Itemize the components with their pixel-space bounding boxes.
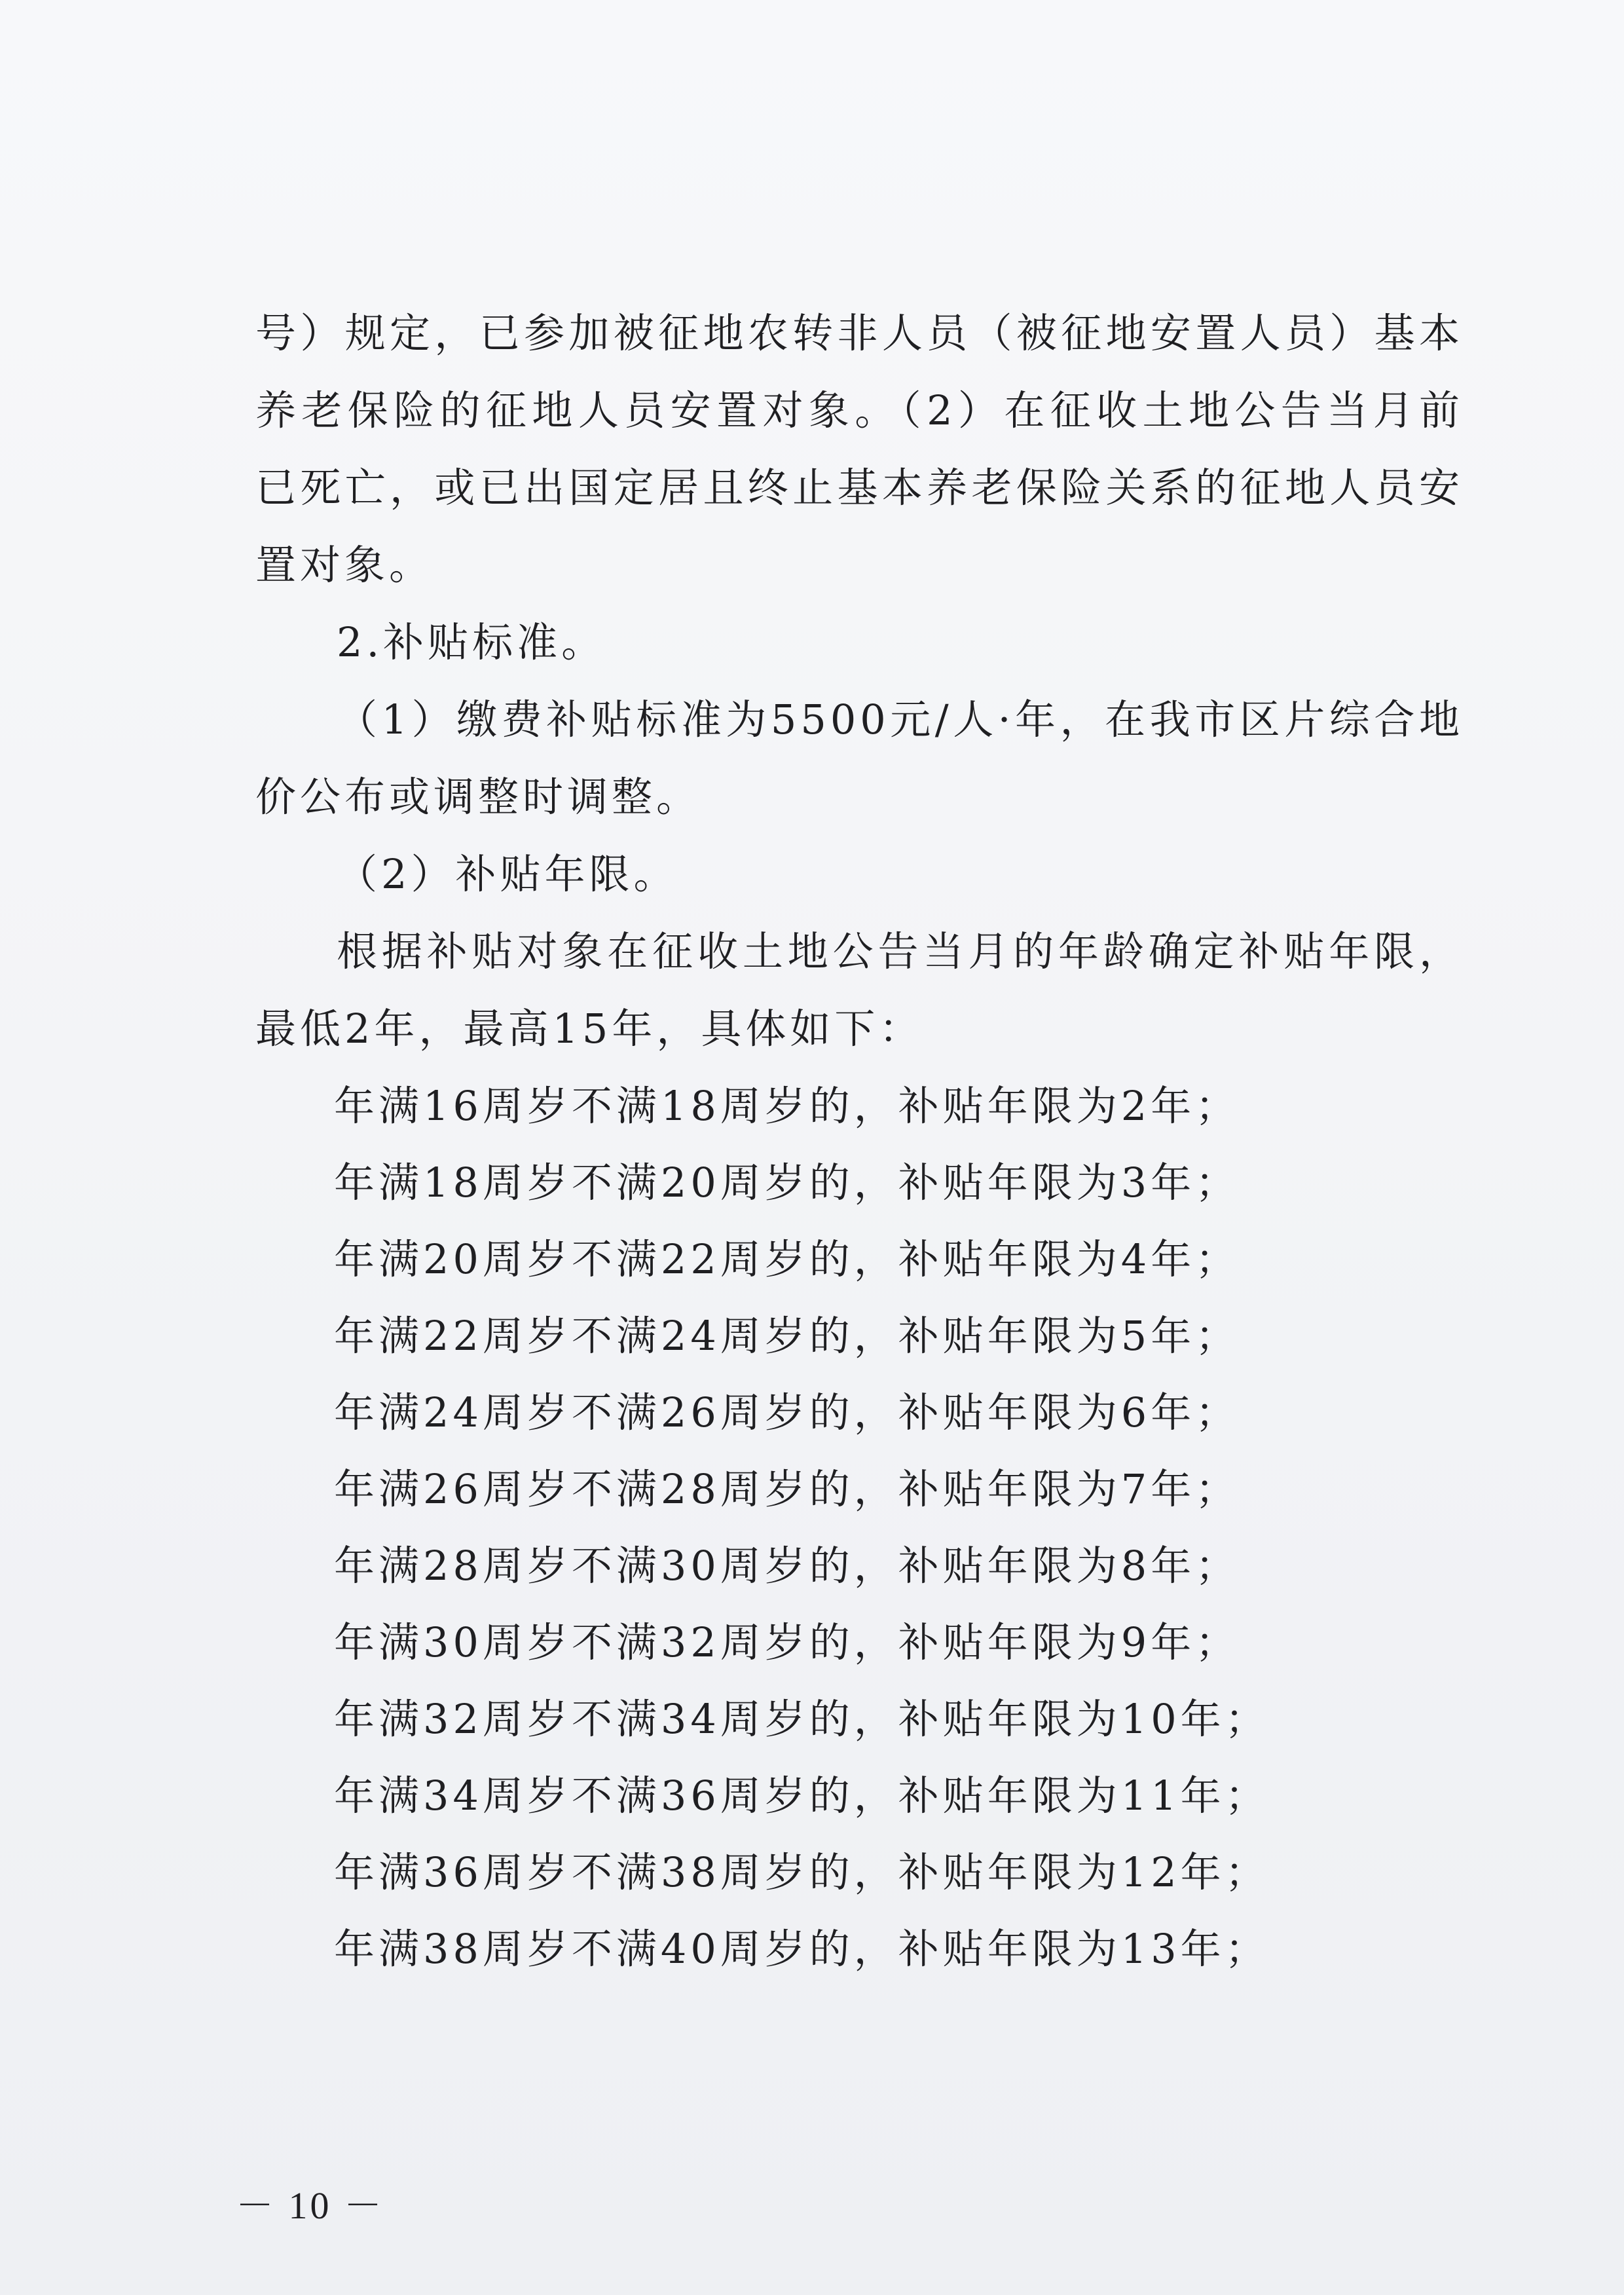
paragraph-term-rule: 根据补贴对象在征收土地公告当月的年龄确定补贴年限，最低2年，最高15年，具体如下：: [255, 927, 1464, 1053]
list-item: 年满30周岁不满32周岁的，补贴年限为9年；: [334, 1618, 1240, 1666]
section-heading-subsidy-standard: 2.补贴标准。: [337, 618, 606, 666]
list-item: 年满36周岁不满38周岁的，补贴年限为12年；: [334, 1848, 1270, 1896]
list-item: 年满18周岁不满20周岁的，补贴年限为3年；: [334, 1159, 1240, 1206]
list-item: 年满20周岁不满22周岁的，补贴年限为4年；: [334, 1235, 1240, 1283]
document-body: [255, 295, 1464, 1987]
page-number: － 10 －: [236, 2184, 385, 2227]
list-item: 年满26周岁不满28周岁的，补贴年限为7年；: [334, 1465, 1240, 1513]
list-item: 年满28周岁不满30周岁的，补贴年限为8年；: [334, 1542, 1240, 1590]
list-item: 年满38周岁不满40周岁的，补贴年限为13年；: [334, 1925, 1270, 1973]
subsidy-term-list: [255, 1068, 1464, 1987]
list-item: 年满16周岁不满18周岁的，补贴年限为2年；: [334, 1082, 1240, 1130]
list-item: 年满22周岁不满24周岁的，补贴年限为5年；: [334, 1312, 1240, 1360]
list-item: 年满34周岁不满36周岁的，补贴年限为11年；: [334, 1772, 1270, 1819]
paragraph-subsidy-term: （2）补贴年限。: [337, 850, 678, 898]
paragraph-eligibility: 号）规定，已参加被征地农转非人员（被征地安置人员）基本养老保险的征地人员安置对象。（2）在征收土地公告当月前已死亡，或已出国定居且终止基本养老保险关系的征地人员安置对象。: [255, 309, 1464, 589]
list-item: 年满32周岁不满34周岁的，补贴年限为10年；: [334, 1695, 1270, 1743]
paragraph-payment-standard: （1）缴费补贴标准为5500元/人·年，在我市区片综合地价公布或调整时调整。: [255, 696, 1464, 821]
list-item: 年满24周岁不满26周岁的，补贴年限为6年；: [334, 1389, 1240, 1436]
